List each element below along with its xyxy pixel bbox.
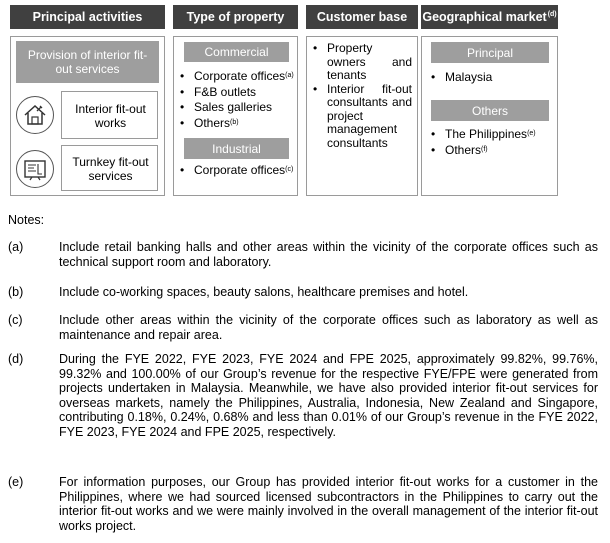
note-text: Include co-working spaces, beauty salons, healthcare premises and hotel.	[59, 285, 469, 299]
service-box-turnkey	[61, 145, 158, 191]
list-item: • The Philippines$^{(e)}$	[431, 128, 556, 144]
list-item: • Others$^{(b)}$	[180, 117, 298, 133]
service-label-interior: Interior fit-out works	[75, 102, 146, 130]
others-market-box	[431, 100, 549, 121]
service-box-interior	[61, 91, 158, 139]
header-geo-footnote: (d)	[547, 10, 557, 18]
note-label: (c)	[8, 313, 23, 327]
others-market-list	[431, 128, 556, 159]
commercial-list	[180, 70, 298, 132]
note-label: (d)	[8, 352, 24, 366]
note-b	[8, 285, 598, 300]
notes-title: Notes:	[8, 213, 45, 227]
list-item: • Property owners and tenants	[313, 42, 412, 83]
header-type-of-property	[173, 5, 298, 29]
note-label: (a)	[8, 240, 24, 254]
note-text: Include retail banking halls and other areas within the vicinity of the corporate offices such as technical support room and laboratory.	[59, 240, 598, 269]
industrial-box	[184, 138, 289, 159]
note-e	[8, 475, 598, 533]
commercial-box	[184, 42, 289, 62]
header-type-label: Type of property	[186, 10, 285, 24]
provision-box	[16, 41, 159, 83]
others-market-label: Others	[471, 103, 508, 118]
list-item: • Interior fit-out consultants and project management consultants	[313, 83, 412, 151]
principal-market-box	[431, 42, 549, 63]
note-text: Include other areas within the vicinity of the corporate offices such as laboratory as well as maintenance and repair area.	[59, 313, 598, 342]
type-of-property-column	[173, 36, 298, 196]
note-a	[8, 240, 598, 269]
note-label: (b)	[8, 285, 24, 299]
blueprint-icon	[16, 150, 54, 188]
header-geo-label: Geographical market	[422, 10, 547, 24]
list-item: • Sales galleries	[180, 101, 298, 117]
principal-activities-column	[10, 36, 165, 196]
header-principal-label: Principal activities	[32, 10, 143, 24]
note-text: For information purposes, our Group has provided interior fit-out works for a customer in the Philippines, where we had sourced licensed subcontractors in the Philippines to carry out the interior fit-out works and we were mainly involved in the overall management of the interior fit-out works project.	[59, 475, 598, 533]
geographical-market-column	[421, 36, 558, 196]
industrial-label: Industrial	[212, 141, 261, 156]
header-customer-base	[306, 5, 418, 29]
note-d	[8, 352, 598, 440]
list-item: • Corporate offices$^{(a)}$	[180, 70, 298, 86]
list-item: • Corporate offices$^{(c)}$	[180, 164, 298, 180]
principal-market-label: Principal	[466, 45, 514, 60]
header-principal-activities	[10, 5, 165, 29]
note-label: (e)	[8, 475, 24, 489]
list-item: • Malaysia	[431, 71, 556, 85]
list-item: • Others$^{(f)}$	[431, 144, 556, 160]
header-geographical-market	[421, 5, 558, 29]
list-item: • F&B outlets	[180, 86, 298, 102]
house-tools-icon	[16, 96, 54, 134]
commercial-label: Commercial	[204, 45, 269, 59]
note-c	[8, 313, 598, 342]
service-label-turnkey: Turnkey fit-out services	[72, 155, 149, 183]
header-customer-label: Customer base	[316, 10, 408, 24]
industrial-list	[180, 164, 298, 180]
customer-base-column	[306, 36, 418, 196]
customer-list	[313, 42, 412, 150]
note-text: During the FYE 2022, FYE 2023, FYE 2024 and FPE 2025, approximately 99.82%, 99.76%, 99.32% and 100.00% of our Group’s revenue for the respective FYE/FPE were generated from projects undertaken in Malaysia. Meanwhile, we have also provided interior fit-out services for overseas markets, namely the Philippines, Australia, Indonesia, New Zealand and Singapore, contributing 0.18%, 0.24%, 0.68% and less than 0.01% of our Group’s revenue in the FYE 2022, FYE 2023, FYE 2024 and FPE 2025, respectively.	[59, 352, 598, 439]
principal-market-list	[431, 71, 556, 85]
provision-label: Provision of interior fit-out services	[27, 48, 148, 76]
